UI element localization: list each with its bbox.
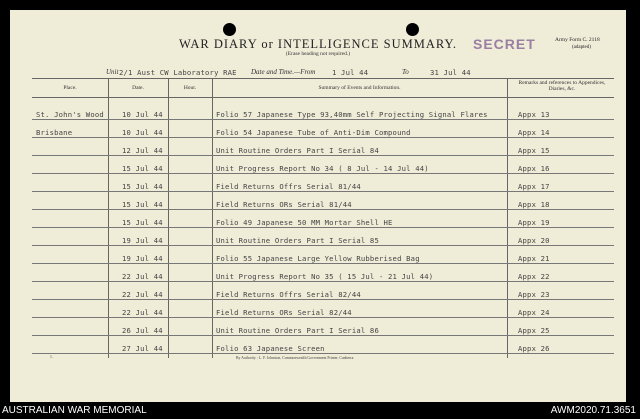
col-divider-summary [212,78,213,358]
row-appendix-ref: Appx 16 [518,164,550,173]
row-summary: Field Returns ORs Serial 81/44 [216,200,352,209]
row-rule [32,137,614,138]
row-appendix-ref: Appx 19 [518,218,550,227]
secret-stamp: SECRET [473,36,536,52]
row-rule [32,281,614,282]
col-divider-date [108,78,109,358]
row-rule [32,209,614,210]
row-appendix-ref: Appx 25 [518,326,550,335]
row-rule [32,227,614,228]
row-place: Brisbane [36,128,73,137]
row-place: St. John's Wood [36,110,104,119]
row-rule [32,245,614,246]
unit-value: 2/1 Aust CW Laboratory RAE [119,68,237,77]
row-summary: Field Returns Offrs Serial 82/44 [216,290,361,299]
row-summary: Folio 55 Japanese Large Yellow Rubberised Bag [216,254,420,263]
caption-accession: AWM2020.71.3651 [550,405,636,416]
col-divider-hour [168,78,169,358]
row-date: 22 Jul 44 [122,290,163,299]
army-form-note: (adapted) [572,45,591,50]
row-appendix-ref: Appx 23 [518,290,550,299]
army-form-label: Army Form C. 2118 [555,37,600,43]
row-summary: Field Returns ORs Serial 82/44 [216,308,352,317]
row-summary: Unit Routine Orders Part I Serial 85 [216,236,379,245]
page-number: 1. [50,355,53,359]
date-time-label: Date and Time.—From [251,68,316,76]
row-rule [32,317,614,318]
row-rule [32,191,614,192]
row-date: 15 Jul 44 [122,200,163,209]
row-date: 15 Jul 44 [122,164,163,173]
row-appendix-ref: Appx 21 [518,254,550,263]
row-rule [32,173,614,174]
row-rule [32,263,614,264]
row-rule [32,353,614,354]
row-date: 22 Jul 44 [122,308,163,317]
row-date: 27 Jul 44 [122,344,163,353]
row-date: 12 Jul 44 [122,146,163,155]
printer-credit: By Authority : L. F. Johnston, Commonwealth Government Printer, Canberra. [236,356,355,360]
to-date: 31 Jul 44 [430,68,471,77]
row-appendix-ref: Appx 13 [518,110,550,119]
row-appendix-ref: Appx 26 [518,344,550,353]
row-appendix-ref: Appx 24 [518,308,550,317]
punch-hole-right [406,23,419,36]
row-summary: Unit Progress Report No 35 ( 15 Jul - 21 Jul 44) [216,272,434,281]
row-rule [32,335,614,336]
header-bottom-rule [32,97,614,98]
row-summary: Field Returns Offrs Serial 81/44 [216,182,361,191]
row-summary: Unit Routine Orders Part I Serial 84 [216,146,379,155]
row-rule [32,155,614,156]
row-date: 19 Jul 44 [122,236,163,245]
caption-institution: AUSTRALIAN WAR MEMORIAL [2,405,147,416]
col-header-summary: Summary of Events and Information. [318,85,401,91]
row-date: 22 Jul 44 [122,272,163,281]
col-divider-remarks [507,78,508,358]
col-header-hour: Hour. [183,85,197,91]
col-header-date: Date. [132,85,144,91]
row-date: 10 Jul 44 [122,110,163,119]
row-appendix-ref: Appx 14 [518,128,550,137]
row-date: 15 Jul 44 [122,182,163,191]
row-appendix-ref: Appx 22 [518,272,550,281]
to-label: To [402,68,409,76]
row-summary: Unit Progress Report No 34 ( 8 Jul - 14 Jul 44) [216,164,429,173]
row-date: 15 Jul 44 [122,218,163,227]
row-date: 19 Jul 44 [122,254,163,263]
row-date: 26 Jul 44 [122,326,163,335]
row-appendix-ref: Appx 18 [518,200,550,209]
row-summary: Folio 63 Japanese Screen [216,344,325,353]
col-header-place: Place. [63,85,77,91]
row-summary: Unit Routine Orders Part I Serial 86 [216,326,379,335]
row-rule [32,119,614,120]
row-appendix-ref: Appx 20 [518,236,550,245]
table-top-rule [32,78,614,79]
row-rule [32,299,614,300]
form-title: WAR DIARY or INTELLIGENCE SUMMARY. [178,37,458,51]
row-summary: Folio 54 Japanese Tube of Anti-Dim Compound [216,128,411,137]
row-date: 10 Jul 44 [122,128,163,137]
form-subtitle: (Erase heading not required.) [285,51,351,57]
col-header-remarks: Remarks and references to Appendices, Diaries, &c. [518,80,606,92]
row-summary: Folio 57 Japanese Type 93,40mm Self Projecting Signal Flares [216,110,488,119]
row-summary: Folio 49 Japanese 50 MM Mortar Shell HE [216,218,393,227]
from-date: 1 Jul 44 [332,68,369,77]
row-appendix-ref: Appx 17 [518,182,550,191]
diary-page [10,10,626,402]
row-appendix-ref: Appx 15 [518,146,550,155]
unit-label: Unit [106,68,119,76]
punch-hole-left [223,23,236,36]
